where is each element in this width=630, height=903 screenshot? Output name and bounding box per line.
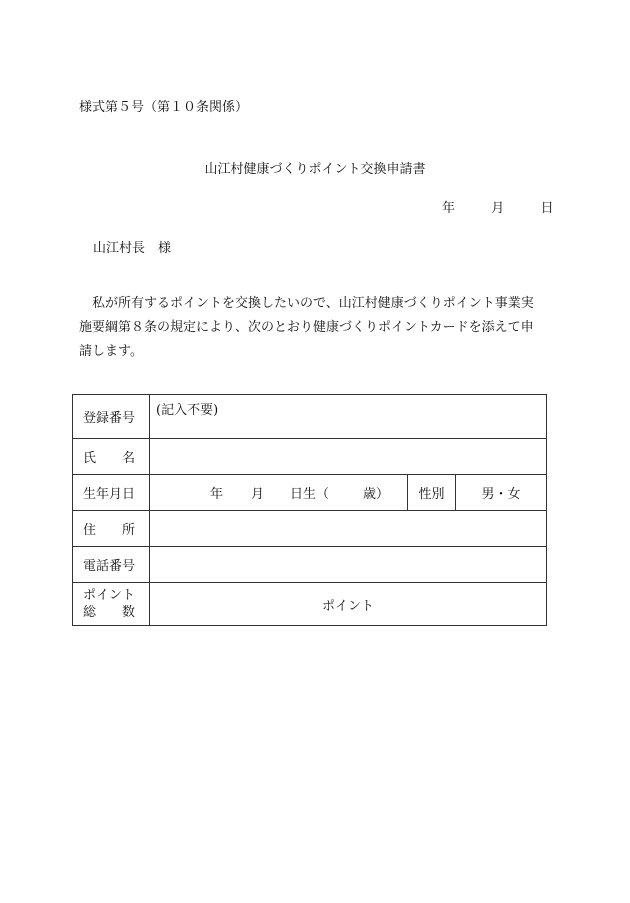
gender-options[interactable]: 男・女 [456, 475, 547, 511]
address-label-part: 所 [122, 523, 136, 538]
points-label [73, 583, 150, 626]
application-table [72, 394, 547, 626]
points-label-part: 総 [83, 605, 97, 620]
age-unit: 歳） [363, 487, 390, 502]
table-row-address [73, 511, 547, 547]
address-label [73, 511, 150, 547]
date-line [442, 197, 554, 216]
table-row-birth [73, 475, 547, 511]
document-title: 山江村健康づくりポイント交換申請書 [204, 162, 426, 177]
name-label-part: 名 [122, 451, 136, 466]
birth-label: 生年月日 [73, 475, 150, 511]
address-label-part: 住 [83, 523, 97, 538]
points-label-line: ポイント [83, 588, 136, 603]
birth-day-unit: 日生（ [290, 487, 330, 502]
birth-year-unit: 年 [210, 487, 224, 502]
body-line: 請します。 [79, 344, 143, 359]
form-number: 様式第５号（第１０条関係） [79, 100, 249, 115]
table-row-name [73, 439, 547, 475]
registration-field[interactable] [150, 395, 547, 439]
table-row-phone [73, 547, 547, 583]
date-year: 年 [442, 201, 456, 216]
body-text [79, 292, 563, 364]
points-label-line [83, 604, 143, 621]
gender-label: 性別 [408, 475, 456, 511]
body-line: 施要綱第８条の規定により、次のとおり健康づくりポイントカードを添えて申 [79, 320, 534, 335]
birth-month-unit: 月 [251, 487, 265, 502]
date-day: 日 [540, 201, 554, 216]
name-label-part: 氏 [83, 451, 97, 466]
phone-label: 電話番号 [73, 547, 150, 583]
table-row-points [73, 583, 547, 626]
table-row-registration [73, 395, 547, 439]
points-label-part: 数 [122, 605, 136, 620]
phone-field[interactable] [150, 547, 547, 583]
body-line: 私が所有するポイントを交換したいので、山江村健康づくりポイント事業実 [92, 296, 534, 311]
address-field[interactable] [150, 511, 547, 547]
registration-note: (記入不要) [156, 403, 219, 418]
addressee: 山江村長 様 [93, 241, 172, 256]
name-field[interactable] [150, 439, 547, 475]
birth-field[interactable] [150, 475, 408, 511]
points-unit: ポイント [322, 598, 375, 614]
date-month: 月 [491, 201, 505, 216]
points-field[interactable] [150, 583, 547, 626]
name-label [73, 439, 150, 475]
registration-label: 登録番号 [73, 395, 150, 439]
